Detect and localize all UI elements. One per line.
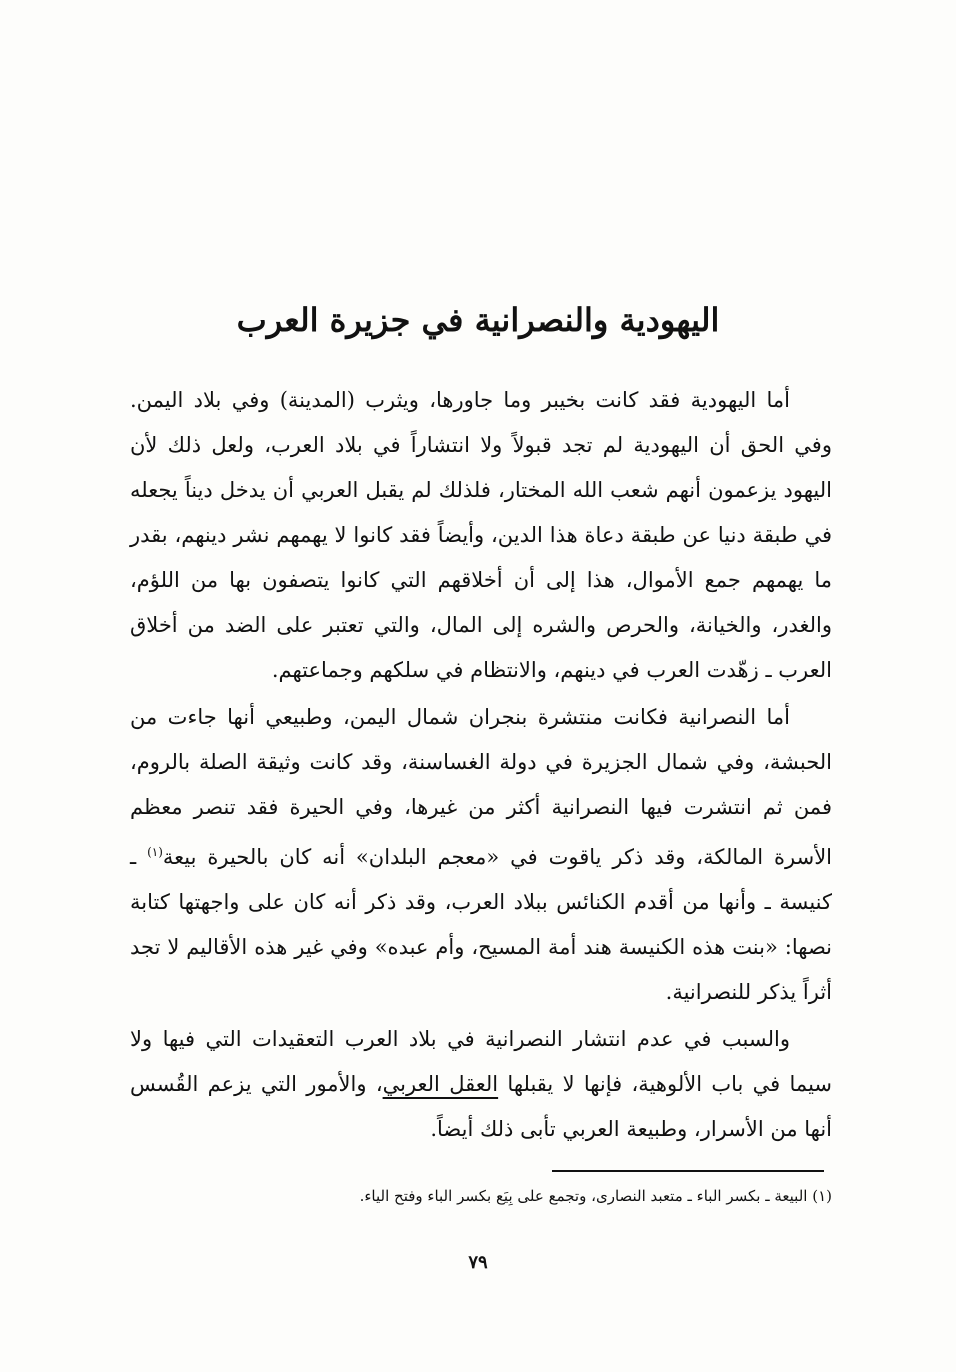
paragraph-reason [130, 1017, 832, 1152]
footnote-divider [552, 1170, 824, 1172]
footnote-reference: (١) [147, 845, 163, 859]
footnote: (١) البيعة ـ بكسر الباء ـ متعبد النصارى، وتجمع على بِيَع بكسر الباء وفتح الياء. [359, 1187, 832, 1205]
page-number: ٧٩ [468, 1252, 488, 1273]
paragraph-christianity-text-2: ـ كنيسة ـ وأنها من أقدم الكنائس ببلاد العرب، وقد ذكر أنه كان على واجهتها كتابة نصها: «بنت هذه الكنيسة هند أمة المسيح، وأم عبده» وفي غير هذه الأقاليم لا تجد أثراً يذكر للنصرانية. [130, 845, 832, 1004]
paragraph-reason-text-1: والسبب في عدم انتشار النصرانية في بلاد العرب التعقيدات التي فيها ولا سيما في باب الألوهية، فإنها لا يقبلها [130, 1027, 832, 1096]
underlined-phrase: العقل العربي [382, 1072, 499, 1096]
paragraph-reason-text-2: ، والأمور التي يزعم القُسس أنها من الأسرار، وطبيعة العربي تأبى ذلك أيضاً. [130, 1072, 832, 1141]
chapter-title: اليهودية والنصرانية في جزيرة العرب [236, 301, 720, 339]
paragraph-judaism: أما اليهودية فقد كانت بخيبر وما جاورها، ويثرب (المدينة) وفي بلاد اليمن. وفي الحق أن اليهودية لم تجد قبولاً ولا انتشاراً في بلاد العرب، ولعل ذلك لأن اليهود يزعمون أنهم شعب الله المختار، فلذلك لم يقبل العربي أن يدخل ديناً يجعله في طبقة دنيا عن طبقة دعاة هذا الدين، وأيضاً فقد كانوا لا يهمهم نشر دينهم، بقدر ما يهمهم جمع الأموال، هذا إلى أن أخلاقهم التي كانوا يتصفون بها من اللؤم، والغدر، والخيانة، والحرص والشره إلى المال، والتي تعتبر على الضد من أخلاق العرب ـ زهّدت العرب في دينهم، والانتظام في سلكهم وجماعتهم. [130, 388, 832, 682]
paragraph-christianity [130, 695, 832, 1015]
body-text [130, 378, 832, 1154]
paragraph-christianity-text-1: أما النصرانية فكانت منتشرة بنجران شمال اليمن، وطبيعي أنها جاءت من الحبشة، وفي شمال الجزيرة في دولة الغساسنة، وقد كانت وثيقة الصلة بالروم، فمن ثم انتشرت فيها النصرانية أكثر من غيرها، وفي الحيرة فقد تنصر معظم الأسرة المالكة، وقد ذكر ياقوت في «معجم البلدان» أنه كان بالحيرة بيعة [130, 705, 833, 869]
